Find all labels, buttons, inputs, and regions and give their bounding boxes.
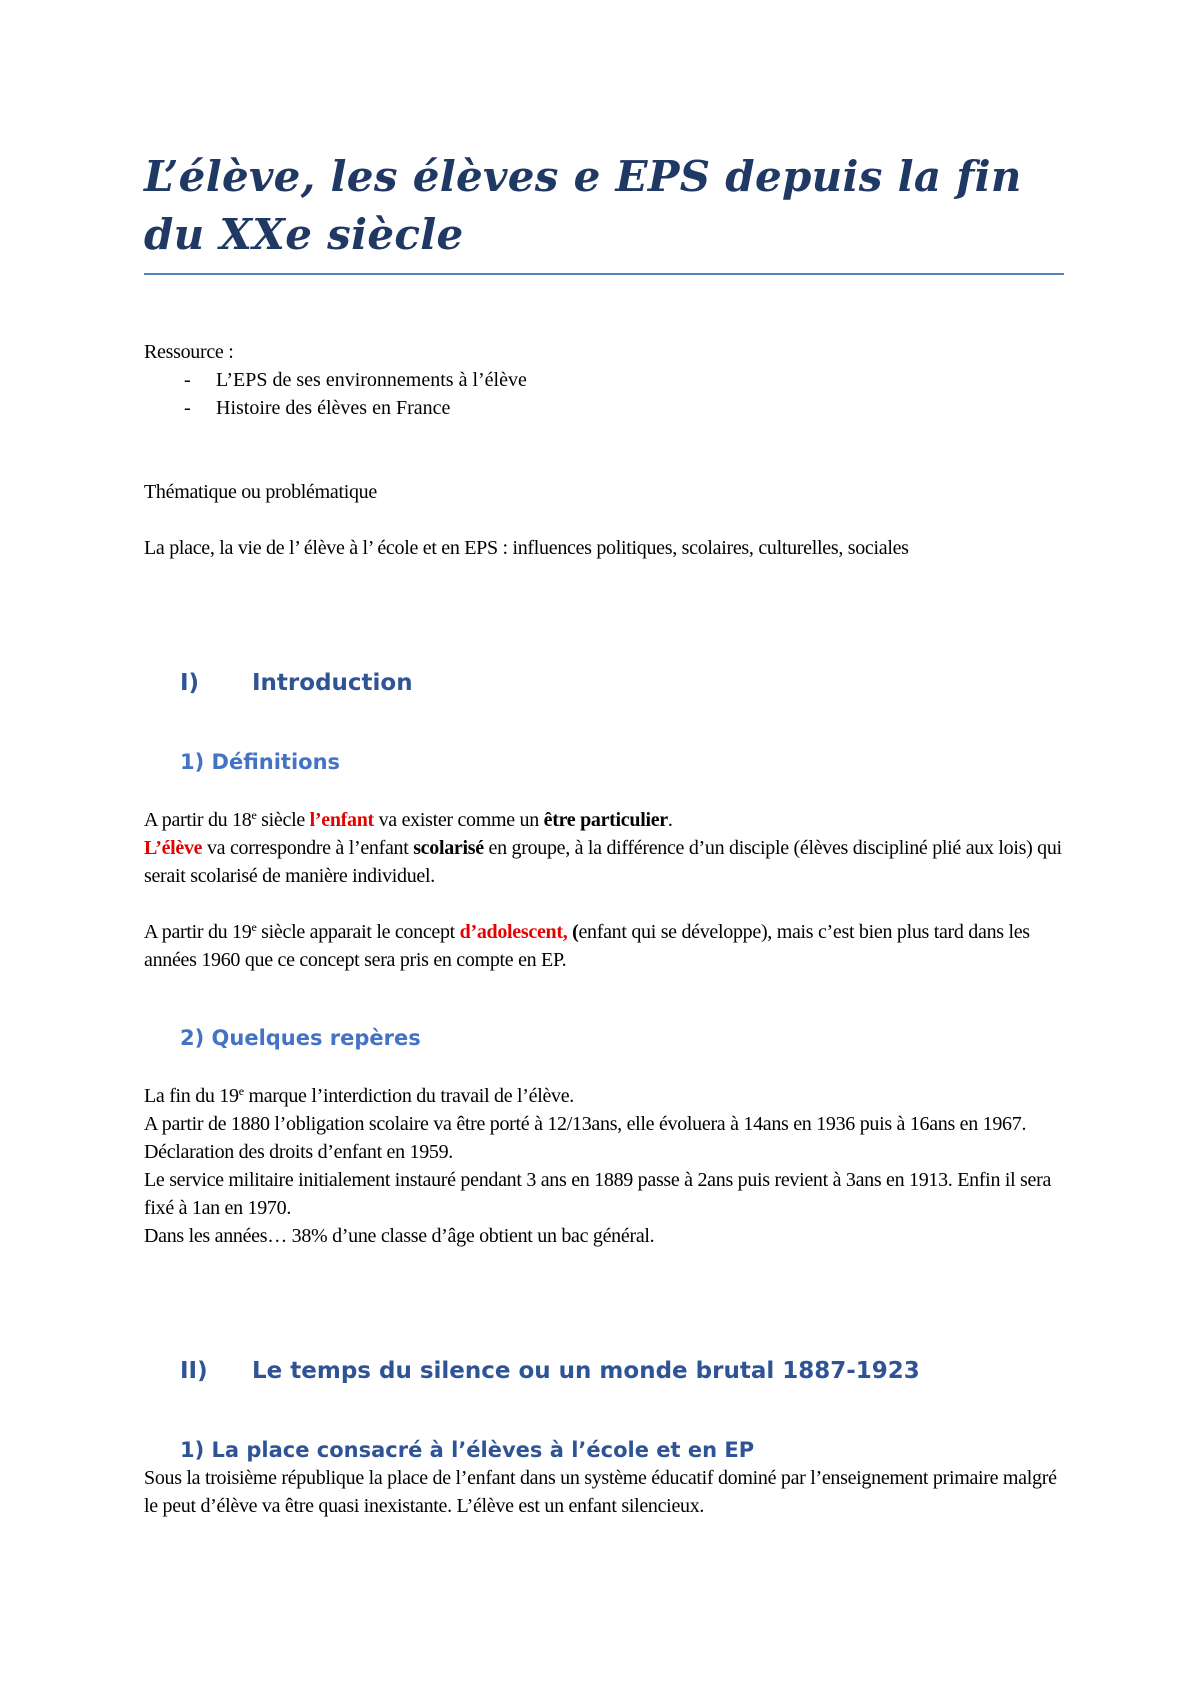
subsection-heading-definitions: 1) Définitions [180, 750, 341, 774]
title-underline [144, 273, 1064, 275]
thematique-label: Thématique ou problématique [144, 481, 377, 503]
paragraph-reperes: La fin du 19e marque l’interdiction du travail de l’élève. A partir de 1880 l’obligation scolaire va être porté à 12/13ans, elle évoluera à 14ans en 1936 puis à 16ans en 1967. Déclaration des droits d’enfant en 1959. Le service militaire initialement instauré pendant 3 ans en 1889 passe à 2ans puis revient à 3ans en 1913. Enfin il sera fixé à 1an en 1970. Dans les années… 38% d’une classe d’âge obtient un bac général. [144, 1084, 1052, 1247]
section-heading-temps-du-silence: II) Le temps du silence ou un monde brutal 1887-1923 [180, 1358, 920, 1384]
list-item-text: Histoire des élèves en France [216, 397, 451, 419]
list-item: - Histoire des élèves en France [144, 394, 1064, 422]
paragraph-definition-adolescent: A partir du 19e siècle apparait le concept d’adolescent, (enfant qui se développe), mais c’est bien plus tard dans les années 1960 que ce concept sera pris en compte en EP. [144, 920, 1030, 971]
ressource-label: Ressource : [144, 341, 234, 363]
document-title: L’élève, les élèves e EPS depuis la fin du XXe siècle [144, 152, 1022, 259]
section-heading-introduction: I) Introduction [180, 670, 413, 696]
paragraph-troisieme-republique: Sous la troisième république la place de l’enfant dans un système éducatif dominé par l’enseignement primaire malgré le peut d’élève va être quasi inexistante. L’élève est un enfant silencieux. [144, 1467, 1057, 1517]
subsection-heading-reperes: 2) Quelques repères [180, 1026, 421, 1050]
list-item-text: L’EPS de ses environnements à l’élève [216, 369, 527, 391]
paragraph-definition-enfant: A partir du 18e siècle l’enfant va exister comme un être particulier. L’élève va correspondre à l’enfant scolarisé en groupe, à la différence d’un disciple (élèves discipliné plié aux lois) qui serait scolarisé de manière individuel. [144, 808, 1062, 887]
thematique-text: La place, la vie de l’ élève à l’ école et en EPS : influences politiques, scolaires, culturelles, sociales [144, 537, 909, 559]
list-item: - L’EPS de ses environnements à l’élève [144, 366, 1064, 394]
subsection-heading-place-eleve: 1) La place consacré à l’élèves à l’école et en EP [180, 1438, 755, 1462]
